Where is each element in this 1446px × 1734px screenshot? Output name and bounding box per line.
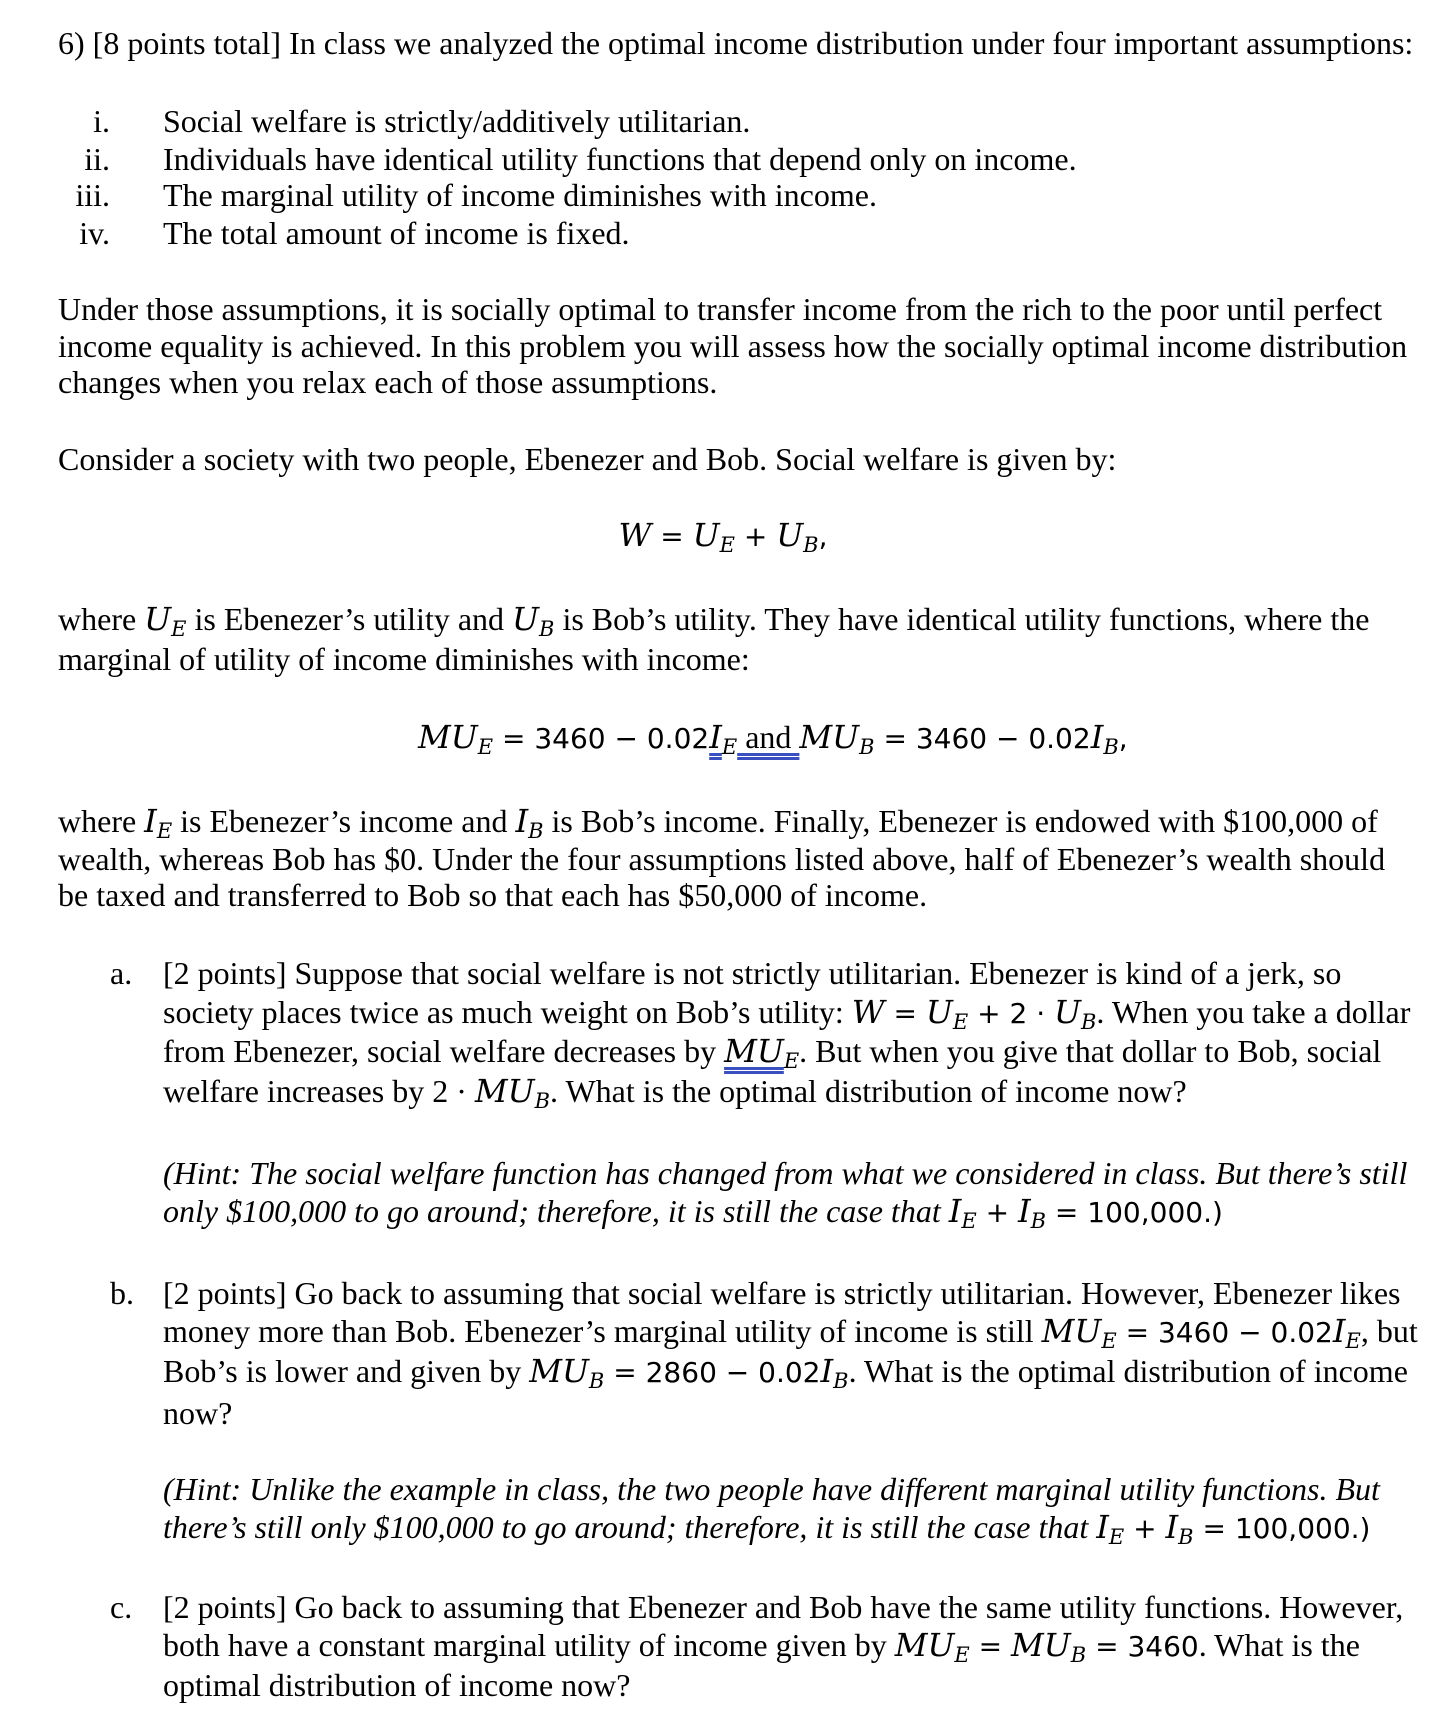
- intro-line: changes when you relax each of those assumptions.: [58, 364, 718, 400]
- part-b-hint: (Hint: Unlike the example in class, the two people have different marginal utility functions. But: [163, 1471, 1380, 1507]
- assumption-label: iii.: [75, 177, 110, 213]
- income-definition-cont: wealth, whereas Bob has $0. Under the four assumptions listed above, half of Ebenezer’s wealth should: [58, 841, 1386, 877]
- utility-definition-cont: marginal of utility of income diminishes with income:: [58, 641, 750, 677]
- part-c-line: both have a constant marginal utility of income given by $MU_E = MU_B = 3460$. What is the: [163, 1626, 1360, 1667]
- assumption-text: Social welfare is strictly/additively utilitarian.: [163, 103, 751, 139]
- assumption-label: iv.: [79, 215, 110, 251]
- part-b-line: Bob’s is lower and given by $MU_B = 2860 - 0.02I_B$. What is the optimal distribution of income: [163, 1352, 1408, 1393]
- part-a-label: a.: [110, 955, 133, 991]
- intro-line: income equality is achieved. In this problem you will assess how the socially optimal income distribution: [58, 328, 1408, 364]
- part-a-hint: only $100,000 to go around; therefore, it is still the case that $I_E + I_B = 100,000$.): [163, 1192, 1223, 1233]
- part-a-line: from Ebenezer, social welfare decreases by $MU_E$. But when you give that dollar to Bob, social: [163, 1032, 1382, 1073]
- part-b-line: [2 points] Go back to assuming that social welfare is strictly utilitarian. However, Ebenezer likes: [163, 1275, 1401, 1311]
- income-definition: where $I_E$ is Ebenezer’s income and $I_B$ is Bob’s income. Finally, Ebenezer is endowed with $100,000 of: [58, 802, 1378, 843]
- assumption-label: i.: [93, 103, 110, 139]
- income-definition-cont: be taxed and transferred to Bob so that each has $50,000 of income.: [58, 877, 928, 913]
- assumption-text: Individuals have identical utility functions that depend only on income.: [163, 141, 1077, 177]
- part-c-line: [2 points] Go back to assuming that Ebenezer and Bob have the same utility functions. However,: [163, 1589, 1404, 1625]
- intro-line: Under those assumptions, it is socially optimal to transfer income from the rich to the poor until perfect: [58, 291, 1383, 327]
- utility-definition: where $U_E$ is Ebenezer’s utility and $U_B$ is Bob’s utility. They have identical utility functions, where the: [58, 600, 1370, 641]
- part-a-hint: (Hint: The social welfare function has changed from what we considered in class. But there’s still: [163, 1155, 1408, 1191]
- part-b-label: b.: [110, 1275, 134, 1311]
- part-a-line: society places twice as much weight on Bob’s utility: $W = U_E + 2 \cdot U_B$. When you take a dollar: [163, 993, 1411, 1034]
- problem-header: 6) [8 points total] In class we analyzed the optimal income distribution under four important assumptions:: [58, 25, 1414, 61]
- assumption-label: ii.: [84, 141, 110, 177]
- part-b-line: money more than Bob. Ebenezer’s marginal utility of income is still $MU_E = 3460 - 0.02I_E$, but: [163, 1312, 1418, 1353]
- part-b-line: now?: [163, 1395, 233, 1431]
- assumption-text: The marginal utility of income diminishes with income.: [163, 177, 877, 213]
- welfare-equation-text: $W = U_E + U_B$,: [618, 516, 828, 557]
- part-c-line: optimal distribution of income now?: [163, 1667, 631, 1703]
- part-b-hint: there’s still only $100,000 to go around; therefore, it is still the case that $I_E + I_B = 100,000$.): [163, 1508, 1371, 1549]
- mu-equation: $MU_E = 3460 - 0.02I_E$ and $MU_B = 3460 - 0.02I_B$,: [418, 718, 1128, 759]
- assumption-text: The total amount of income is fixed.: [163, 215, 630, 251]
- part-a-line: welfare increases by $2 \cdot MU_B$. What is the optimal distribution of income now?: [163, 1072, 1187, 1113]
- part-c-label: c.: [110, 1589, 133, 1625]
- part-a-line: [2 points] Suppose that social welfare is not strictly utilitarian. Ebenezer is kind of a jerk, so: [163, 955, 1342, 991]
- consider-text: Consider a society with two people, Ebenezer and Bob. Social welfare is given by:: [58, 441, 1117, 477]
